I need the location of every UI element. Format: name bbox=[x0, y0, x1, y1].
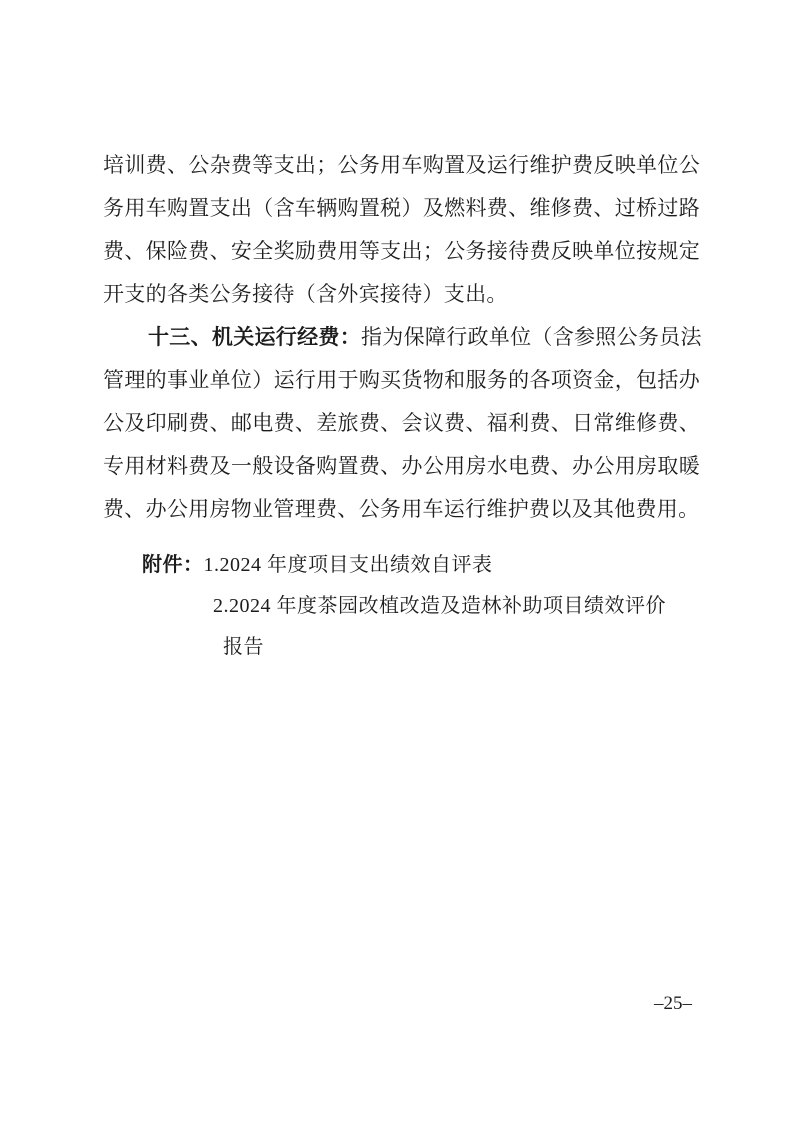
text-segment: 务用车购置支出（含车辆购置税）及燃料费、维修费、过桥过路 bbox=[103, 196, 700, 220]
text-line bbox=[223, 627, 723, 668]
text-line bbox=[103, 316, 700, 359]
text-segment: 2.2024 年度茶园改植改造及造林补助项目绩效评价 bbox=[213, 595, 666, 617]
text-segment: 管理的事业单位）运行用于购买货物和服务的各项资金，包括办 bbox=[103, 368, 700, 392]
text-line bbox=[103, 488, 700, 531]
text-line bbox=[103, 187, 700, 230]
text-line bbox=[213, 586, 723, 627]
page-number: –25– bbox=[654, 993, 692, 1014]
text-segment: 开支的各类公务接待（含外宾接待）支出。 bbox=[103, 282, 508, 306]
text-segment: 费、办公用房物业管理费、公务用车运行维护费以及其他费用。 bbox=[103, 497, 700, 521]
text-segment: 专用材料费及一般设备购置费、办公用房水电费、办公用房取暖 bbox=[103, 454, 700, 478]
bold-lead-text: 十三、机关运行经费： bbox=[148, 325, 361, 349]
page-footer bbox=[654, 993, 692, 1015]
text-line bbox=[103, 144, 700, 187]
text-segment: 公及印刷费、邮电费、差旅费、会议费、福利费、日常维修费、 bbox=[103, 411, 700, 435]
bold-lead-text: 附件： bbox=[142, 554, 204, 576]
text-segment: 报告 bbox=[223, 636, 264, 658]
text-line bbox=[103, 273, 700, 316]
text-segment: 培训费、公杂费等支出；公务用车购置及运行维护费反映单位公 bbox=[103, 153, 700, 177]
document-body bbox=[103, 144, 700, 531]
text-line bbox=[103, 359, 700, 402]
attachments-block bbox=[103, 545, 723, 668]
text-segment: 1.2024 年度项目支出绩效自评表 bbox=[203, 554, 493, 576]
text-line bbox=[103, 402, 700, 445]
text-line bbox=[103, 445, 700, 488]
text-line bbox=[103, 230, 700, 273]
text-segment: 费、保险费、安全奖励费用等支出；公务接待费反映单位按规定 bbox=[103, 239, 700, 263]
text-segment: 指为保障行政单位（含参照公务员法 bbox=[361, 325, 702, 349]
text-line bbox=[142, 545, 723, 586]
